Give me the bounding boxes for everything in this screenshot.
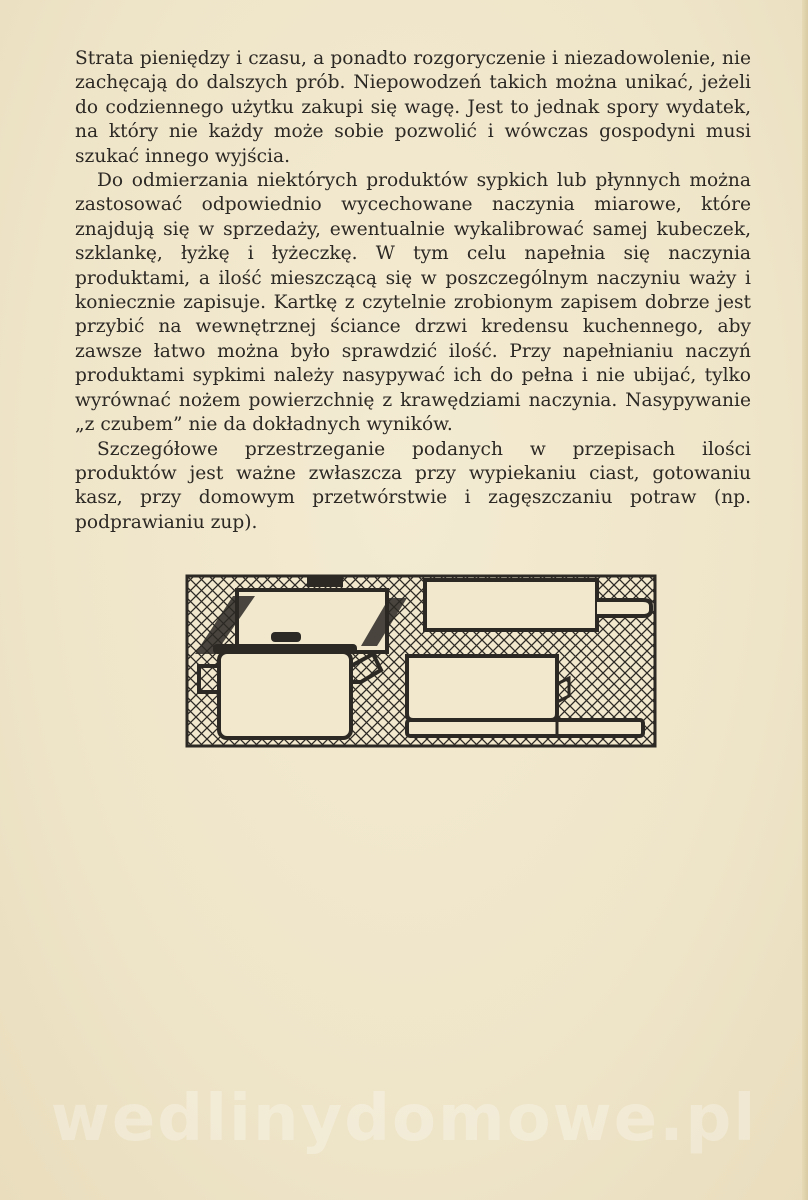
lid-handle-top <box>307 577 343 587</box>
shallow-pan-handle <box>597 600 651 616</box>
flat-tray <box>407 720 643 736</box>
shallow-pan <box>425 580 597 630</box>
large-pot <box>219 652 351 738</box>
page-edge-shadow <box>802 0 808 1200</box>
paragraph-1: Strata pieniędzy i czasu, a ponadto rozgoryczenie i niezadowolenie, nie zachęcają do dalszych prób. Niepowodzeń takich można unikać, jeżeli do codziennego użytku zakupi się wagę. Jest to jednak spory wydatek, na który nie każdy może sobie pozwolić i wówczas gospodyni musi szukać innego wyjścia. <box>75 48 751 167</box>
cookware-illustration <box>185 574 657 748</box>
paragraph-2: Do odmierzania niektórych produktów sypkich lub płynnych można zastosować odpowiednio wycechowane naczynia miarowe, które znajdują się w sprzedaży, ewentualnie wykalibrować samej kubeczek, szklankę, łyżkę i łyżeczkę. W tym celu napełnia się naczynia produktami, a ilość mieszczącą się w poszczególnym naczyniu waży i koniecznie zapisuje. Kartkę z czytelnie zrobionym zapisem dobrze jest przybić na wewnętrznej ściance drzwi kredensu kuchennego, aby zawsze łatwo można było sprawdzić ilość. Przy napełnianiu naczyń produktami sypkimi należy nasypywać ich do pełna i nie ubijać, tylko wyrównać nożem powierzchnię z krawędziami naczynia. Nasypywanie „z czubem” nie da dokładnych wyników. <box>75 170 751 436</box>
body-text <box>75 47 751 535</box>
large-pot-knob <box>271 632 301 642</box>
saucepan <box>407 656 557 720</box>
watermark-text: wedlinydomowe.pl <box>50 1082 758 1156</box>
paragraph-3: Szczegółowe przestrzeganie podanych w przepisach ilości produktów jest ważne zwłaszcza przy wypiekaniu ciast, gotowaniu kasz, przy domowym przetwórstwie i zagęszczaniu potraw (np. podprawianiu zup). <box>75 438 751 533</box>
large-pot-lid <box>213 644 357 654</box>
